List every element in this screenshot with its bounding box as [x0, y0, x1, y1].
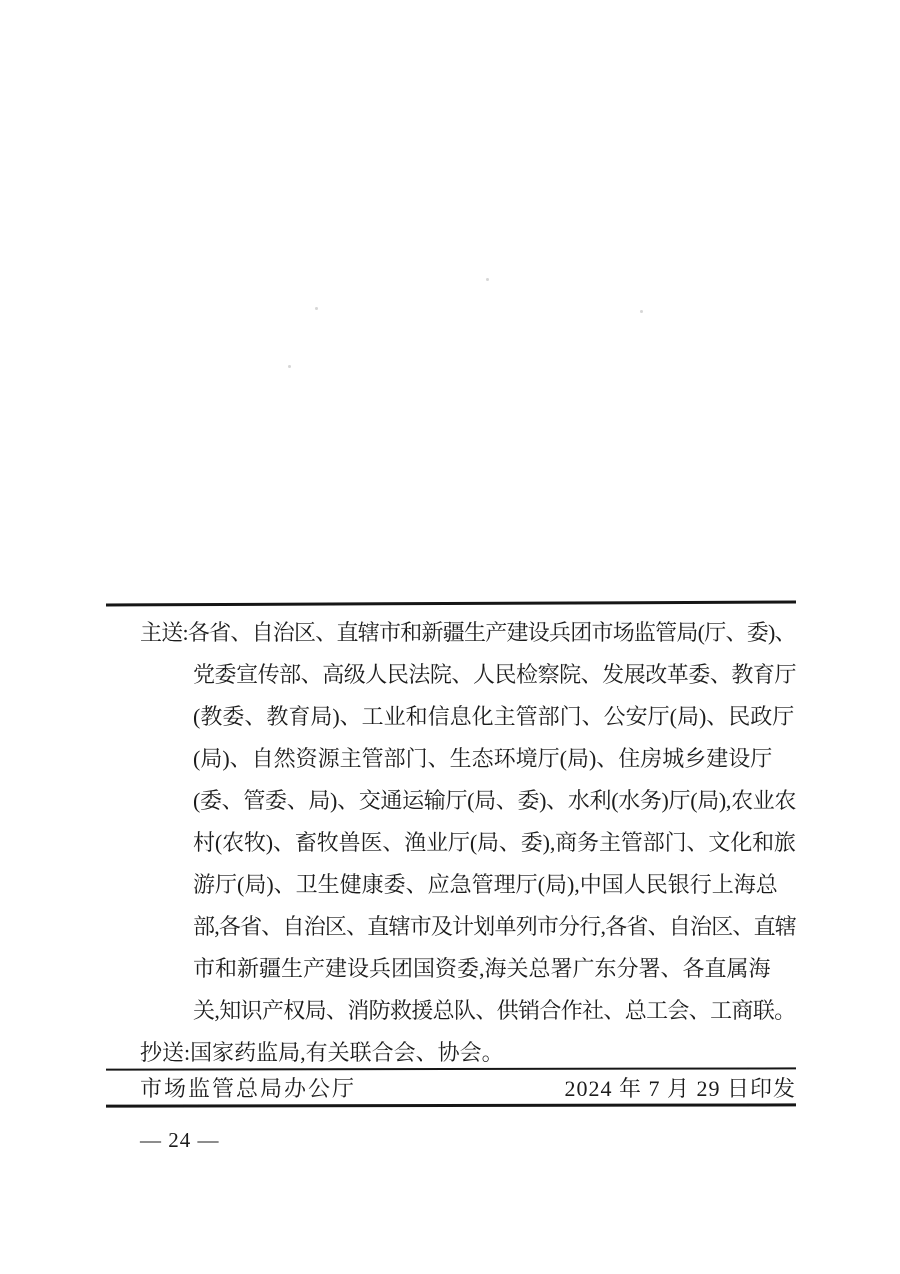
- copy-send-line: 抄送:国家药监局,有关联合会、协会。: [140, 1040, 504, 1065]
- main-send-line: 主送:各省、自治区、直辖市和新疆生产建设兵团市场监管局(厅、委)、: [140, 620, 796, 645]
- distribution-top-rule: [106, 600, 796, 606]
- footer-lower-rule: [106, 1103, 796, 1107]
- print-date: 2024 年 7 月 29 日印发: [564, 1075, 796, 1101]
- page-number: — 24 —: [140, 1128, 220, 1152]
- main-send-line: 部,各省、自治区、直辖市及计划单列市分行,各省、自治区、直辖: [193, 914, 797, 939]
- issuing-office: 市场监管总局办公厅: [140, 1075, 357, 1101]
- scan-speck: [640, 310, 643, 313]
- main-send-line: 市和新疆生产建设兵团国资委,海关总署广东分署、各直属海: [193, 956, 771, 981]
- footer-row: [106, 1070, 796, 1104]
- scan-speck: [486, 278, 489, 281]
- scan-speck: [315, 307, 318, 310]
- main-send-line: 关,知识产权局、消防救援总队、供销合作社、总工会、工商联。: [193, 998, 796, 1023]
- main-send-line: (局)、自然资源主管部门、生态环境厅(局)、住房城乡建设厅: [193, 746, 773, 771]
- main-send-line: (教委、教育局)、工业和信息化主管部门、公安厅(局)、民政厅: [193, 704, 795, 729]
- main-send-line: 党委宣传部、高级人民法院、人民检察院、发展改革委、教育厅: [193, 662, 797, 687]
- main-send-line: 游厅(局)、卫生健康委、应急管理厅(局),中国人民银行上海总: [193, 872, 778, 897]
- distribution-block: [106, 612, 796, 1074]
- main-send-line: (委、管委、局)、交通运输厅(局、委)、水利(水务)厅(局),农业农: [193, 788, 797, 813]
- scan-speck: [288, 365, 291, 368]
- main-send-line: 村(农牧)、畜牧兽医、渔业厅(局、委),商务主管部门、文化和旅: [193, 830, 796, 855]
